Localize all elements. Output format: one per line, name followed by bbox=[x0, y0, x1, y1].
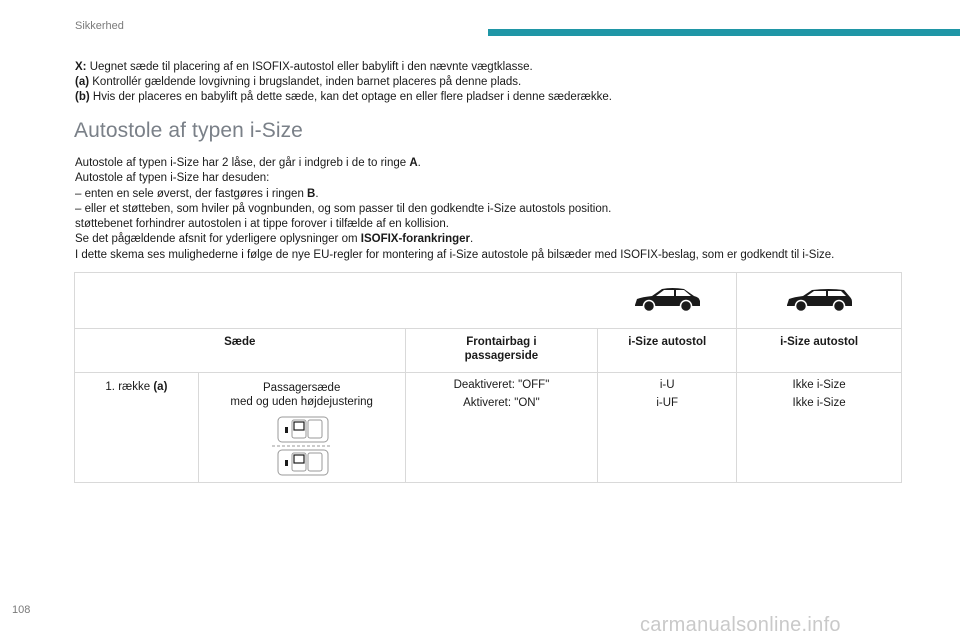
body-line: Autostole af typen i-Size har desuden: bbox=[75, 172, 270, 185]
estate-car-icon bbox=[784, 285, 854, 313]
suv-car-icon bbox=[632, 285, 702, 313]
footnotes bbox=[75, 60, 935, 106]
header-accent-bar bbox=[488, 29, 960, 36]
row-label: 1. række (a) bbox=[75, 373, 199, 483]
body-line: støttebenet forhindrer autostolen i at tippe forover i tilfælde af en kollision. bbox=[75, 218, 449, 231]
header-airbag: Frontairbag i passagerside bbox=[405, 329, 598, 373]
body-line: – eller et støtteben, som hviler på vognbunden, og som passer til den godkendte i-Size autostols position. bbox=[75, 202, 612, 215]
airbag-cell: Deaktiveret: "OFF" bbox=[405, 373, 598, 395]
table-row bbox=[75, 373, 902, 395]
body-line: – enten en sele øverst, der fastgøres i ringen B. bbox=[75, 187, 319, 200]
airbag-cell: Aktiveret: "ON" bbox=[405, 395, 598, 483]
body-line: Se det pågældende afsnit for yderligere oplysninger om ISOFIX-forankringer. bbox=[75, 233, 474, 246]
isize-1-cell: i-UF bbox=[598, 395, 737, 483]
note-a: (a) Kontrollér gældende lovgivning i brugslandet, inden barnet placeres på denne plads. bbox=[75, 76, 522, 89]
body-line: I dette skema ses mulighederne i følge de nye EU-regler for montering af i-Size autostole på bilsæder med ISOFIX-beslag, som er godkendt til i-Size. bbox=[75, 248, 835, 261]
section-heading: Autostole af typen i-Size bbox=[74, 119, 303, 142]
isize-2-cell: Ikke i-Size bbox=[737, 373, 902, 395]
seat-position-diagram-icon bbox=[272, 415, 332, 477]
note-b: (b) Hvis der placeres en babylift på dette sæde, kan det optage en eller flere pladser i denne sæderække. bbox=[75, 91, 612, 104]
header-seat: Sæde bbox=[75, 329, 406, 373]
section-title: Sikkerhed bbox=[75, 20, 124, 32]
note-x: X: Uegnet sæde til placering af en ISOFIX-autostol eller babylift i den nævnte vægtklasse. bbox=[75, 61, 533, 73]
watermark: carmanualsonline.info bbox=[640, 614, 841, 636]
body-paragraph bbox=[75, 156, 935, 263]
car-icon-row bbox=[75, 273, 902, 329]
seat-cell: Passagersæde med og uden højdejustering bbox=[198, 373, 405, 483]
header-isize-1: i-Size autostol bbox=[598, 329, 737, 373]
isize-2-cell: Ikke i-Size bbox=[737, 395, 902, 483]
isize-1-cell: i-U bbox=[598, 373, 737, 395]
page-number: 108 bbox=[12, 604, 31, 616]
body-line: Autostole af typen i-Size har 2 låse, der går i indgreb i de to ringe A. bbox=[75, 157, 421, 169]
table-header-row bbox=[75, 329, 902, 373]
isize-compatibility-table bbox=[74, 272, 902, 483]
header-isize-2: i-Size autostol bbox=[737, 329, 902, 373]
